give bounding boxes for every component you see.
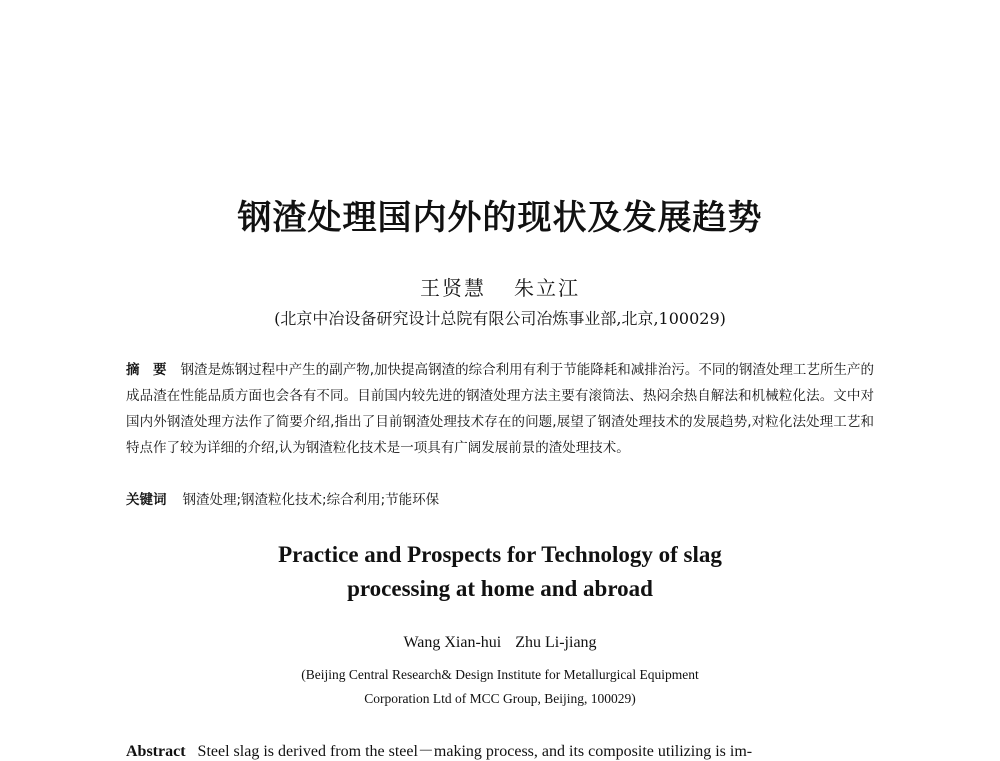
- english-affiliation: [0, 663, 1000, 711]
- english-affiliation-line-1: (Beijing Central Research& Design Institute for Metallurgical Equipment: [301, 667, 699, 682]
- chinese-authors: [0, 272, 1000, 301]
- english-title: [0, 538, 1000, 606]
- chinese-abstract-label: 摘 要: [126, 362, 167, 378]
- chinese-abstract-text: 钢渣是炼钢过程中产生的副产物,加快提高钢渣的综合利用有利于节能降耗和减排治污。不同的钢渣处理工艺所生产的成品渣在性能品质方面也会各有不同。目前国内较先进的钢渣处理方法主要有滚筒法、热闷余热自解法和机械粒化法。文中对国内外钢渣处理方法作了简要介绍,指出了目前钢渣处理技术存在的问题,展望了钢渣处理技术的发展趋势,对粒化法处理工艺和特点作了较为详细的介绍,认为钢渣粒化技术是一项具有广阔发展前景的渣处理技术。: [126, 362, 875, 456]
- chinese-keywords: [126, 487, 874, 513]
- english-author-2: Zhu Li-jiang: [515, 634, 597, 651]
- english-authors: [0, 634, 1000, 652]
- chinese-author-1: 王贤慧: [420, 276, 486, 300]
- chinese-affiliation: (北京中冶设备研究设计总院有限公司冶炼事业部,北京,100029): [274, 309, 726, 328]
- chinese-keywords-text: 钢渣处理;钢渣粒化技术;综合利用;节能环保: [182, 492, 440, 508]
- chinese-abstract: [126, 357, 874, 461]
- english-title-line-2: processing at home and abroad: [347, 576, 653, 601]
- english-abstract: [126, 738, 874, 761]
- english-abstract-label: Abstract: [126, 743, 186, 760]
- chinese-author-2: 朱立江: [514, 276, 580, 300]
- chinese-title: 钢渣处理国内外的现状及发展趋势: [237, 198, 763, 238]
- english-abstract-text: Steel slag is derived from the steel－making process, and its composite utilizing is im-: [197, 743, 753, 760]
- english-title-line-1: Practice and Prospects for Technology of slag: [278, 542, 722, 567]
- chinese-keywords-label: 关键词: [126, 492, 167, 508]
- english-author-1: Wang Xian-hui: [403, 634, 502, 651]
- english-affiliation-line-2: Corporation Ltd of MCC Group, Beijing, 100029): [364, 691, 636, 706]
